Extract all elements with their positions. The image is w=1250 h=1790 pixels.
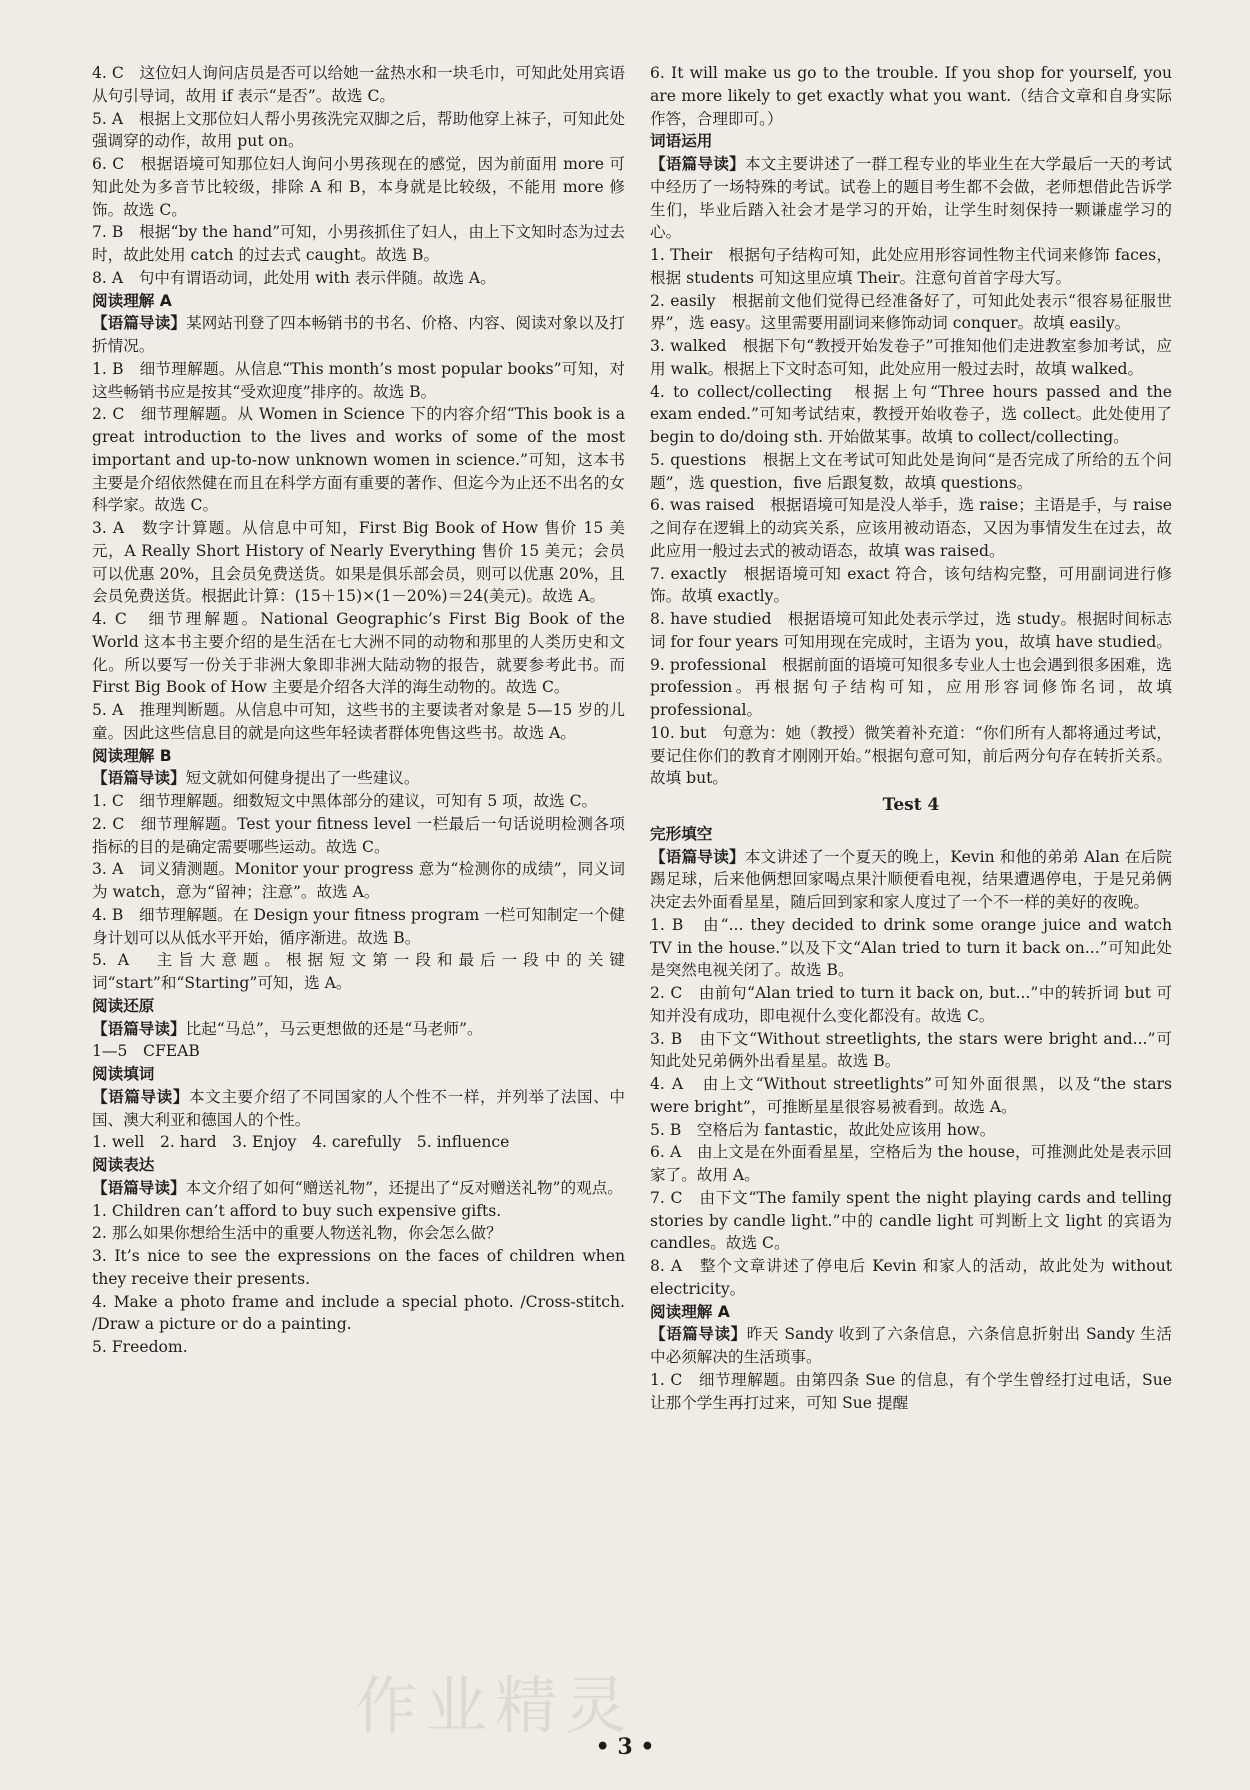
section-heading: 阅读理解 B: [92, 746, 172, 765]
answer-item: 1—5 CFEAB: [92, 1042, 200, 1061]
answer-item: 1. C 细节理解题。由第四条 Sue 的信息，有个学生曾经打过电话，Sue 让那个学生再打过来，可知 Sue 提醒: [650, 1370, 1172, 1412]
intro-text: 本文主要介绍了不同国家的人个性不一样，并列举了法国、中国、澳大利亚和德国人的个性。: [92, 1087, 625, 1129]
answer-item: 9. professional 根据前面的语境可知很多专业人士也会遇到很多困难，选 profession。再根据句子结构可知，应用形容词修饰名词，故填 professional。: [650, 655, 1172, 719]
passage-intro: [650, 1323, 1172, 1369]
answer-item: 1. Their 根据句子结构可知，此处应用形容词性物主代词来修饰 faces，根据 students 可知这里应填 Their。注意句首首字母大写。: [650, 246, 1172, 287]
passage-intro: [650, 846, 1172, 914]
answer-item: 5. questions 根据上文在考试可知此处是询问“是否完成了所给的五个问题”，选 question，five 后跟复数，故填 questions。: [650, 450, 1172, 492]
test-title: Test 4: [882, 795, 940, 815]
answer-item: 2. C 由前句“Alan tried to turn it back on, but...”中的转折词 but 可知并没有成功，即电视什么变化都没有。故选 C。: [650, 984, 1172, 1025]
answer-item: 7. exactly 根据语境可知 exact 符合，该句结构完整，可用副词进行修饰。故填 exactly。: [650, 564, 1172, 606]
answer-item: 8. have studied 根据语境可知此处表示学过，选 study。根据时间标志词 for four years 可知用现在完成时，主语为 you，故填 have studied。: [650, 610, 1172, 651]
answer-item: 6. A 由上文是在外面看星星，空格后为 the house，可推测此处是表示回家了。故用 A。: [650, 1143, 1172, 1184]
answer-item: 7. C 由下文“The family spent the night playing cards and telling stories by candle light.”中的 candle light 可判断上文 light 的宾语为 candles。故选 C。: [650, 1188, 1172, 1253]
answer-item: 5. A 推理判断题。从信息中可知，这些书的主要读者对象是 5—15 岁的儿童。因此这些信息目的就是向这些年轻读者群体兜售这些书。故选 A。: [92, 701, 625, 742]
section-heading: 阅读填词: [92, 1065, 155, 1083]
answer-item: 2. 那么如果你想给生活中的重要人物送礼物，你会怎么做？: [92, 1224, 502, 1243]
intro-text: 比起“马总”，马云更想做的还是“马老师”。: [185, 1019, 483, 1038]
answer-item: 6. C 根据语境可知那位妇人询问小男孩现在的感觉，因为前面用 more 可知此处为多音节比较级，排除 A 和 B，本身就是比较级，不能用 more 修饰。故选 C。: [92, 155, 625, 219]
passage-intro: [92, 1177, 625, 1200]
section-heading: 阅读理解 A: [92, 291, 172, 310]
section-heading: 阅读表达: [92, 1156, 155, 1174]
answer-item: 8. A 整个文章讲述了停电后 Kevin 和家人的活动，故此处为 without electricity。: [650, 1257, 1172, 1298]
intro-label: 【语篇导读】: [92, 1178, 186, 1197]
answer-item: 3. A 词义猜测题。Monitor your progress 意为“检测你的成绩”，同义词为 watch，意为“留神；注意”。故选 A。: [92, 860, 625, 901]
intro-label: 【语篇导读】: [92, 314, 187, 333]
intro-label: 【语篇导读】: [650, 155, 745, 173]
answer-item: 1. B 由“... they decided to drink some orange juice and watch TV in the house.”以及下文“Alan tried to turn it back on...”可知此处是突然电视关闭了。故选 B。: [650, 915, 1172, 980]
answer-item: 2. easily 根据前文他们觉得已经准备好了，可知此处表示“很容易征服世界”，选 easy。这里需要用副词来修饰动词 conquer。故填 easily。: [650, 291, 1172, 333]
answer-item: 4. to collect/collecting 根据上句“Three hours passed and the exam ended.”可知考试结束，教授开始收卷子，选 collect。此处使用了 begin to do/doing sth. 开始做某事。故填 to collect/collecting。: [650, 382, 1172, 446]
answer-item: 7. B 根据“by the hand”可知，小男孩抓住了妇人，由上下文知时态为过去时，故此处用 catch 的过去式 caught。故选 B。: [92, 223, 625, 264]
intro-text: 短文就如何健身提出了一些建议。: [185, 769, 420, 788]
intro-text: 本文主要讲述了一群工程专业的毕业生在大学最后一天的考试中经历了一场特殊的考试。试卷上的题目考生都不会做，老师想借此告诉学生们，毕业后踏入社会才是学习的开始，让学生时刻保持一颗谦虚学习的心。: [650, 155, 1172, 242]
answer-item: 4. C 这位妇人询问店员是否可以给她一盆热水和一块毛巾，可知此处用宾语从句引导词，故用 if 表示“是否”。故选 C。: [92, 64, 625, 105]
answer-item: 10. but 句意为：她（教授）微笑着补充道：“你们所有人都将通过考试，要记住你们的教育才刚刚开始。”根据句意可知，前后两分句存在转折关系。故填 but。: [650, 723, 1172, 788]
section-heading: 阅读理解 A: [650, 1302, 730, 1321]
answer-item: 5. A 主旨大意题。根据短文第一段和最后一段中的关键词“start”和“Starting”可知，选 A。: [92, 951, 625, 992]
passage-intro: [92, 767, 625, 790]
intro-label: 【语篇导读】: [92, 769, 186, 788]
answer-item: 5. A 根据上文那位妇人帮小男孩洗完双脚之后，帮助他穿上袜子，可知此处强调穿的动作，故用 put on。: [92, 109, 625, 151]
intro-text: 本文介绍了如何“赠送礼物”，还提出了“反对赠送礼物”的观点。: [185, 1178, 623, 1197]
intro-label: 【语篇导读】: [650, 1325, 747, 1344]
answer-item: 3. It’s nice to see the expressions on the faces of children when they receive their presents.: [92, 1247, 625, 1288]
left-column: [92, 62, 625, 1359]
answer-item: 4. Make a photo frame and include a special photo. /Cross-stitch. /Draw a picture or do a painting.: [92, 1292, 625, 1334]
passage-intro: [92, 1018, 625, 1041]
page-number: • 3 •: [595, 1734, 655, 1760]
section-heading: 完形填空: [650, 824, 713, 843]
intro-label: 【语篇导读】: [92, 1019, 186, 1038]
section-heading: 阅读还原: [92, 996, 155, 1015]
passage-intro: [92, 1086, 625, 1132]
answer-item: 2. C 细节理解题。从 Women in Science 下的内容介绍“This book is a great introduction to the lives and works of some of the most important and up-to-now unknown women in science.”可知，这本书主要是介绍依然健在而且在科学方面有重要的著作、但迄今为止还不出名的女科学家。故选 C。: [92, 405, 625, 515]
answer-item: 3. B 由下文“Without streetlights, the stars were bright and...”可知此处兄弟俩外出看星星。故选 B。: [650, 1029, 1172, 1071]
answer-item: 1. Children can’t afford to buy such expensive gifts.: [92, 1201, 502, 1220]
intro-text: 本文讲述了一个夏天的晚上，Kevin 和他的弟弟 Alan 在后院踢足球，后来他俩想回家喝点果汁顺便看电视，结果遭遇停电，于是兄弟俩决定去外面看星星，随后回到家和家人度过了一个不一样的美好的夜晚。: [650, 847, 1172, 911]
answer-item: 5. Freedom.: [92, 1338, 188, 1356]
intro-label: 【语篇导读】: [92, 1087, 190, 1106]
answer-item: 6. It will make us go to the trouble. If you shop for yourself, you are more likely to get exactly what you want.（结合文章和自身实际作答，合理即可。）: [650, 64, 1172, 128]
answer-item: 1. well 2. hard 3. Enjoy 4. carefully 5. influence: [92, 1133, 510, 1152]
answer-item: 3. A 数字计算题。从信息中可知，First Big Book of How 售价 15 美元，A Really Short History of Nearly Everything 售价 15 美元；会员可以优惠 20%，且会员免费送货。如果是俱乐部会员，则可以优惠 20%，且会员免费送货。根据此计算：(15＋15)×(1－20%)＝24(美元)。故选 A。: [92, 519, 625, 606]
intro-label: 【语篇导读】: [650, 847, 745, 866]
intro-text: 昨天 Sandy 收到了六条信息，六条信息折射出 Sandy 生活中必须解决的生活琐事。: [650, 1325, 1172, 1366]
right-column: [650, 62, 1172, 1414]
answer-item: 1. B 细节理解题。从信息“This month’s most popular books”可知，对这些畅销书应是按其“受欢迎度”排序的。故选 B。: [92, 359, 625, 401]
watermark: 作业精灵: [355, 1669, 636, 1742]
passage-intro: [92, 312, 625, 358]
answer-item: 3. walked 根据下句“教授开始发卷子”可推知他们走进教室参加考试，应用 walk。根据上下文时态可知，此处应用一般过去时，故填 walked。: [650, 337, 1172, 378]
answer-item: 5. B 空格后为 fantastic，故此处应该用 how。: [650, 1120, 996, 1139]
answer-item: 2. C 细节理解题。Test your fitness level 一栏最后一句话说明检测各项指标的目的是确定需要哪些运动。故选 C。: [92, 814, 625, 856]
answer-item: 1. C 细节理解题。细数短文中黑体部分的建议，可知有 5 项，故选 C。: [92, 792, 598, 810]
intro-text: 某网站刊登了四本畅销书的书名、价格、内容、阅读对象以及打折情况。: [92, 314, 625, 355]
answer-item: 4. B 细节理解题。在 Design your fitness program 一栏可知制定一个健身计划可以从低水平开始，循序渐进。故选 B。: [92, 905, 625, 947]
answer-item: 8. A 句中有谓语动词，此处用 with 表示伴随。故选 A。: [92, 268, 496, 287]
answer-item: 4. A 由上文“Without streetlights”可知外面很黑，以及“the stars were bright”，可推断星星很容易被看到。故选 A。: [650, 1075, 1172, 1116]
answer-item: 6. was raised 根据语境可知是没人举手，选 raise；主语是手，与 raise 之间存在逻辑上的动宾关系，应该用被动语态，又因为事情发生在过去，故此应用一般过去式的被动语态，故填 was raised。: [650, 496, 1172, 560]
section-heading: 词语运用: [650, 132, 713, 151]
passage-intro: [650, 153, 1172, 244]
answer-item: 4. C 细节理解题。National Geographic’s First Big Book of the World 这本书主要介绍的是生活在七大洲不同的动物和那里的人类历史和文化。所以要写一份关于非洲大象即非洲大陆动物的报告，就要参考此书。而 First Big Book of How 主要是介绍各大洋的海生动物的。故选 C。: [92, 610, 625, 697]
